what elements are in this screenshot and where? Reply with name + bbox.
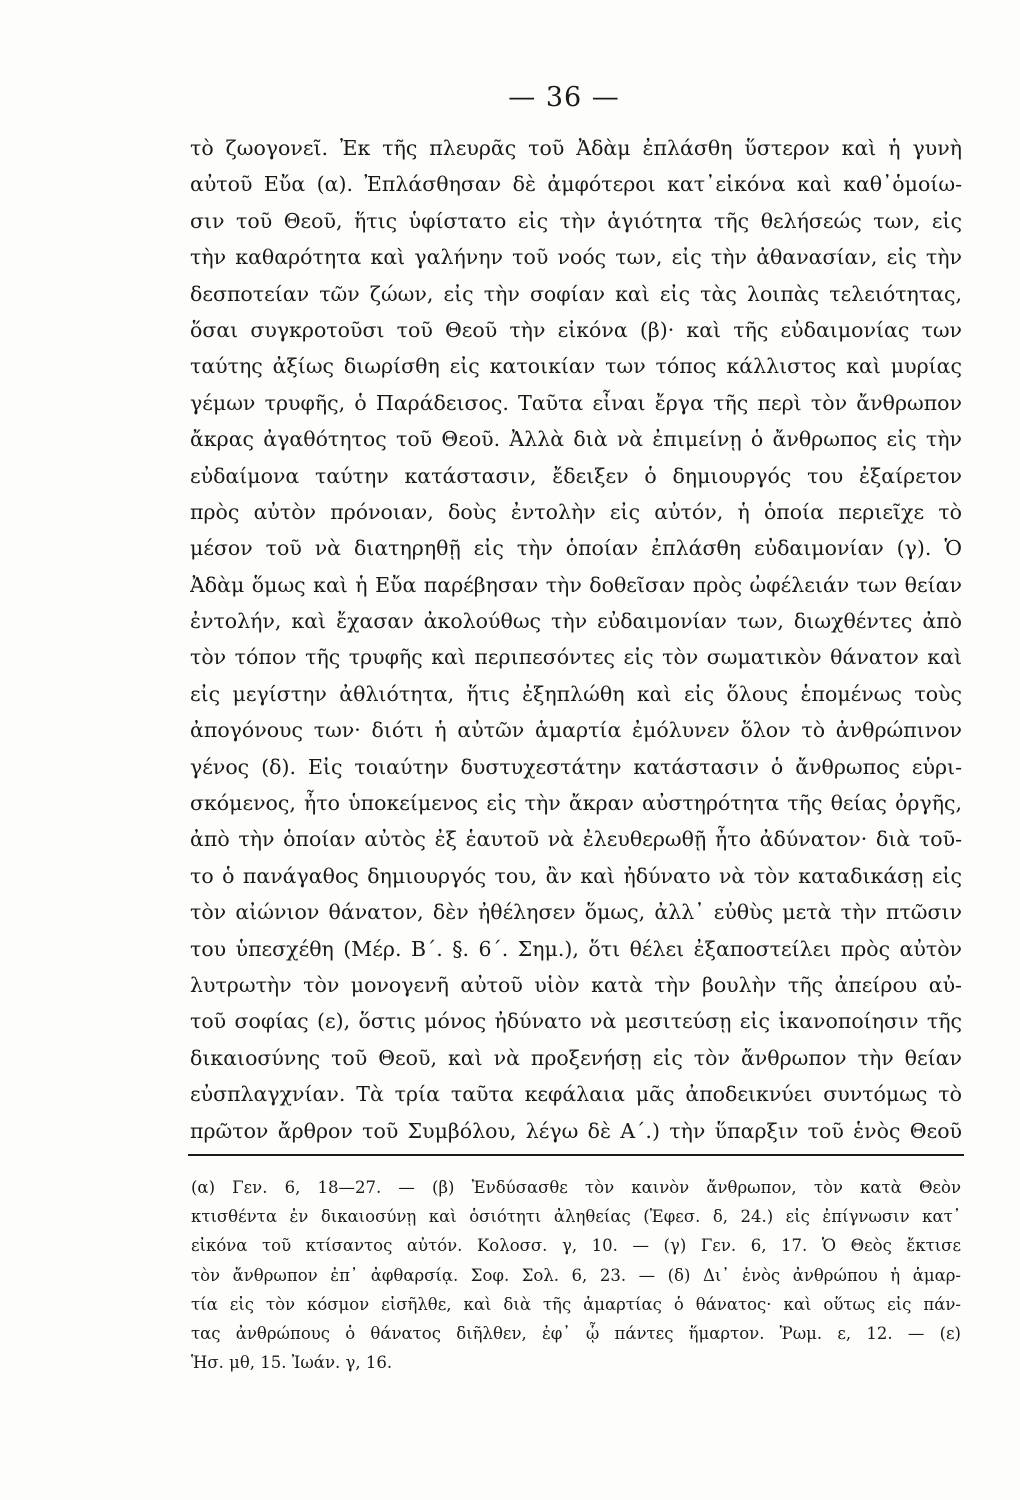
text-line: εἰς μεγίστην ἀθλιότητα, ἥτις ἐξηπλώθη καὶ εἰς ὅλους ἑπομένως τοὺς xyxy=(190,681,962,706)
text-line: τὴν καθαρότητα καὶ γαλήνην τοῦ νοός των, εἰς τὴν ἀθανασίαν, εἰς τὴν xyxy=(190,245,962,270)
text-line: ταύτης ἀξίως διωρίσθη εἰς κατοικίαν των τόπος κάλλιστος καὶ μυρίας xyxy=(190,354,962,379)
text-line: αὐτοῦ Εὔα (α). Ἐπλάσθησαν δὲ ἀμφότεροι κατ᾽εἰκόνα καὶ καθ᾽ὁμοίω- xyxy=(190,172,962,197)
footnotes xyxy=(191,1173,961,1377)
text-line: πρῶτον ἄρθρον τοῦ Συμβόλου, λέγω δὲ Α΄.) τὴν ὕπαρξιν τοῦ ἑνὸς Θεοῦ xyxy=(190,1118,962,1143)
footnote-line: τία εἰς τὸν κόσμον εἰσῆλθε, καὶ διὰ τῆς ἁμαρτίας ὁ θάνατος· καὶ οὕτως εἰς πάν- xyxy=(191,1294,961,1314)
text-line: του ὑπεσχέθη (Μέρ. Β΄. §. 6΄. Σημ.), ὅτι θέλει ἐξαποστείλει πρὸς αὐτὸν xyxy=(190,936,962,961)
text-line: το ὁ πανάγαθος δημιουργός του, ἂν καὶ ἠδύνατο νὰ τὸν καταδικάσῃ εἰς xyxy=(190,863,962,888)
text-line: σκόμενος, ἦτο ὑποκείμενος εἰς τὴν ἄκραν αὐστηρότητα τῆς θείας ὀργῆς, xyxy=(190,791,962,816)
footnote-divider xyxy=(188,1154,964,1156)
footnote-line: (α) Γεν. 6, 18—27. — (β) Ἐνδύσασθε τὸν καινὸν ἄνθρωπον, τὸν κατὰ Θεὸν xyxy=(191,1178,961,1197)
footnote-line: τας ἀνθρώπους ὁ θάνατος διῆλθεν, ἐφ᾽ ᾧ πάντες ἥμαρτον. Ῥωμ. ε, 12. — (ε) xyxy=(191,1323,961,1343)
page-number: — 36 — xyxy=(508,82,620,113)
text-line: γέμων τρυφῆς, ὁ Παράδεισος. Ταῦτα εἶναι ἔργα τῆς περὶ τὸν ἄνθρωπον xyxy=(190,390,962,415)
footnote-line: κτισθέντα ἐν δικαιοσύνῃ καὶ ὁσιότητι ἀληθείας (Ἐφεσ. δ, 24.) εἰς ἐπίγνωσιν κατ᾽ xyxy=(191,1207,961,1227)
text-line: εὐσπλαγχνίαν. Τὰ τρία ταῦτα κεφάλαια μᾶς ἀποδεικνύει συντόμως τὸ xyxy=(190,1082,962,1107)
text-line: εὐδαίμονα ταύτην κατάστασιν, ἔδειξεν ὁ δημιουργός του ἐξαίρετον xyxy=(190,463,962,488)
text-line: γένος (δ). Εἰς τοιαύτην δυστυχεστάτην κατάστασιν ὁ ἄνθρωπος εὑρι- xyxy=(190,754,962,779)
text-line: τὸν αἰώνιον θάνατον, δὲν ἠθέλησεν ὅμως, ἀλλ᾽ εὐθὺς μετὰ τὴν πτῶσιν xyxy=(190,900,962,925)
text-line: δεσποτείαν τῶν ζώων, εἰς τὴν σοφίαν καὶ εἰς τὰς λοιπὰς τελειότητας, xyxy=(190,281,962,306)
text-line: ἄκρας ἀγαθότητος τοῦ Θεοῦ. Ἀλλὰ διὰ νὰ ἐπιμείνῃ ὁ ἄνθρωπος εἰς τὴν xyxy=(190,427,962,452)
text-line: Ἀδὰμ ὅμως καὶ ἡ Εὔα παρέβησαν τὴν δοθεῖσαν πρὸς ὠφέλειάν των θείαν xyxy=(190,572,962,597)
text-line: μέσον τοῦ νὰ διατηρηθῇ εἰς τὴν ὁποίαν ἐπλάσθη εὐδαιμονίαν (γ). Ὁ xyxy=(190,536,962,561)
text-line: τοῦ σοφίας (ε), ὅστις μόνος ἠδύνατο νὰ μεσιτεύσῃ εἰς ἱκανοποίησιν τῆς xyxy=(190,1009,962,1034)
text-line: τὸν τόπον τῆς τρυφῆς καὶ περιπεσόντες εἰς τὸν σωματικὸν θάνατον καὶ xyxy=(190,645,962,670)
body-text xyxy=(190,130,962,1149)
text-line: ἐντολήν, καὶ ἔχασαν ἀκολούθως τὴν εὐδαιμονίαν των, διωχθέντες ἀπὸ xyxy=(190,609,962,634)
text-line: ἀπὸ τὴν ὁποίαν αὐτὸς ἐξ ἑαυτοῦ νὰ ἐλευθερωθῇ ἦτο ἀδύνατον· διὰ τοῦ- xyxy=(190,827,962,852)
footnote-line: τὸν ἄνθρωπον ἐπ᾽ ἀφθαρσίᾳ. Σοφ. Σολ. 6, 23. — (δ) Δι᾽ ἑνὸς ἀνθρώπου ἡ ἁμαρ- xyxy=(191,1265,961,1285)
text-line: ἀπογόνους των· διότι ἡ αὐτῶν ἁμαρτία ἐμόλυνεν ὅλον τὸ ἀνθρώπινον xyxy=(190,718,962,743)
text-line: λυτρωτὴν τὸν μονογενῆ αὐτοῦ υἱὸν κατὰ τὴν βουλὴν τῆς ἀπείρου αὐ- xyxy=(190,972,962,997)
footnote-line: Ἡσ. μθ, 15. Ἰωάν. γ, 16. xyxy=(191,1353,393,1373)
text-line: πρὸς αὐτὸν πρόνοιαν, δοὺς ἐντολὴν εἰς αὐτόν, ἡ ὁποία περιεῖχε τὸ xyxy=(190,499,962,524)
text-line: ὅσαι συγκροτοῦσι τοῦ Θεοῦ τὴν εἰκόνα (β)· καὶ τῆς εὐδαιμονίας των xyxy=(190,317,962,342)
text-line: σιν τοῦ Θεοῦ, ἥτις ὑφίστατο εἰς τὴν ἁγιότητα τῆς θελήσεώς των, εἰς xyxy=(190,208,962,233)
text-line: τὸ ζωογονεῖ. Ἐκ τῆς πλευρᾶς τοῦ Ἀδὰμ ἐπλάσθη ὕστερον καὶ ἡ γυνὴ xyxy=(190,136,962,160)
footnote-line: εἰκόνα τοῦ κτίσαντος αὐτόν. Κολοσσ. γ, 10. — (γ) Γεν. 6, 17. Ὁ Θεὸς ἔκτισε xyxy=(191,1236,961,1256)
text-line: δικαιοσύνης τοῦ Θεοῦ, καὶ νὰ προξενήσῃ εἰς τὸν ἄνθρωπον τὴν θείαν xyxy=(190,1045,962,1070)
